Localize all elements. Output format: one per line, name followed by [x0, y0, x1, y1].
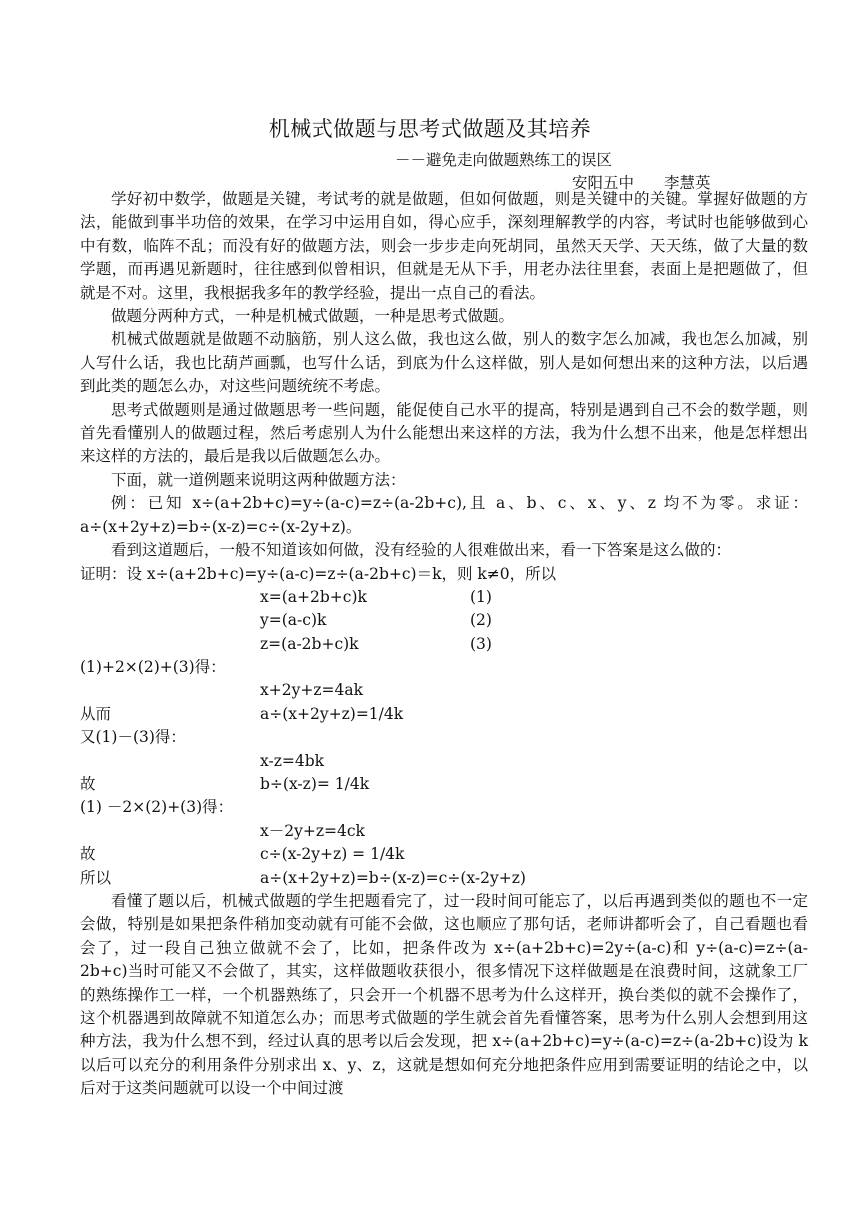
proof-line — [80, 633, 808, 656]
proof-line — [80, 750, 808, 773]
proof-label: 又(1)－(3)得： — [80, 728, 186, 747]
paragraph: 下面，就一道例题来说明这两种做题方法： — [111, 470, 406, 489]
closing-paragraph: 看懂了题以后，机械式做题的学生把题看完了，过一段时间可能忘了，以后再遇到类似的题也不一定会做，特别是如果把条件稍加变动就有可能不会做，这也顺应了那句话，老师讲都听会了，自己看题也看会了，过一段自己独立做就不会了，比如，把条件改为 x÷(a+2b+c)=2y÷(a-c)和 y÷(a-c)=z÷(a-2b+c)当时可能又不会做了，其实，这样做题收获很小，很多情况下这样做题是在浪费时间，这就象工厂的熟练操作工一样，一个机器熟练了，只会开一个机器不思考为什么这样开，换台类似的就不会操作了，这个机器遇到故障就不知道怎么办；而思考式做题的学生就会首先看懂答案，思考为什么别人会想到用这种方法，我为什么想不到，经过认真的思考以后会发现，把 x÷(a+2b+c)=y÷(a-c)=z÷(a-2b+c)设为 k 以后可以充分的利用条件分别求出 x、y、z，这就是想如何充分地把条件应用到需要证明的结论之中，以后对于这类问题就可以设一个中间过渡 — [80, 891, 808, 1098]
proof-expression: a÷(x+2y+z)=1/4k — [260, 704, 404, 723]
proof-label: (1) －2×(2)+(3)得： — [80, 798, 234, 817]
author-name: 李慧英 — [664, 174, 711, 192]
proof-line — [80, 820, 808, 843]
proof-expression: b÷(x-z)= 1/4k — [260, 775, 370, 794]
equation-number: (3) — [470, 634, 492, 653]
proof-line — [80, 679, 808, 702]
paragraph: 看到这道题后，一般不知道该如何做，没有经验的人很难做出来，看一下答案是这么做的： — [111, 541, 732, 560]
proof-line — [80, 586, 808, 609]
paragraph: 机械式做题就是做题不动脑筋，别人这么做，我也这么做，别人的数字怎么加减，我也怎么加减，别人写什么话，我也比葫芦画瓢，也写什么话，到底为什么这样做，别人是如何想出来的这种方法，以后遇到此类的题怎么办，对这些问题统统不考虑。 — [80, 330, 808, 396]
document-body — [80, 188, 808, 1101]
proof-line — [80, 843, 808, 866]
proof-line — [80, 867, 808, 890]
proof-expression: a÷(x+2y+z)=b÷(x-z)=c÷(x-2y+z) — [260, 868, 526, 887]
proof-intro: 证明：设 x÷(a+2b+c)=y÷(a-c)=z÷(a-2b+c)＝k，则 k≠0，所以 — [80, 564, 557, 583]
proof-label: 所以 — [80, 868, 112, 887]
proof-line — [80, 703, 808, 726]
proof-expression: x－2y+z=4ck — [260, 821, 365, 840]
proof-expression: x=(a+2b+c)k — [260, 587, 367, 606]
paragraph: 学好初中数学，做题是关键，考试考的就是做题，但如何做题，则是关键中的关键。掌握好做题的方法，能做到事半功倍的效果，在学习中运用自如，得心应手，深刻理解教学的内容，考试时也能够做到心中有数，临阵不乱；而没有好的做题方法，则会一步步走向死胡同，虽然天天学、天天练，做了大量的数学题，而再遇见新题时，往往感到似曾相识，但就是无从下手，用老办法往里套，表面上是把题做了，但就是不对。这里，我根据我多年的教学经验，提出一点自己的看法。 — [80, 190, 808, 302]
equation-number: (1) — [470, 587, 492, 606]
proof-label: 从而 — [80, 704, 112, 723]
proof-line — [80, 609, 808, 632]
proof-line — [80, 726, 808, 749]
equation-number: (2) — [470, 611, 492, 630]
proof-line — [80, 773, 808, 796]
proof-expression: y=(a-c)k — [260, 611, 327, 630]
proof-line — [80, 656, 808, 679]
proof-label: 故 — [80, 845, 96, 864]
proof-expression: x-z=4bk — [260, 751, 325, 770]
document-subtitle: －－避免走向做题熟练工的误区 — [395, 151, 613, 169]
proof-expression: c÷(x-2y+z) = 1/4k — [260, 845, 405, 864]
document-title: 机械式做题与思考式做题及其培养 — [268, 117, 592, 141]
author-school: 安阳五中 — [572, 174, 635, 192]
proof-label: (1)+2×(2)+(3)得： — [80, 658, 226, 677]
proof-line — [80, 796, 808, 819]
paragraph: 思考式做题则是通过做题思考一些问题，能促使自己水平的提高，特别是遇到自己不会的数学题，则首先看懂别人的做题过程，然后考虑别人为什么能想出来这样的方法，我为什么想不出来，他是怎样想出来这样的方法的，最后是我以后做题怎么办。 — [80, 400, 808, 466]
paragraph: 做题分两种方式，一种是机械式做题，一种是思考式做题。 — [111, 307, 515, 326]
example-problem: 例：已知 x÷(a+2b+c)=y÷(a-c)=z÷(a-2b+c),且 a、b、c、x、y、z 均不为零。求证：a÷(x+2y+z)=b÷(x-z)=c÷(x-2y+z)。 — [80, 494, 808, 536]
proof-label: 故 — [80, 775, 96, 794]
proof-expression: z=(a-2b+c)k — [260, 634, 359, 653]
proof-expression: x+2y+z=4ak — [260, 681, 363, 700]
